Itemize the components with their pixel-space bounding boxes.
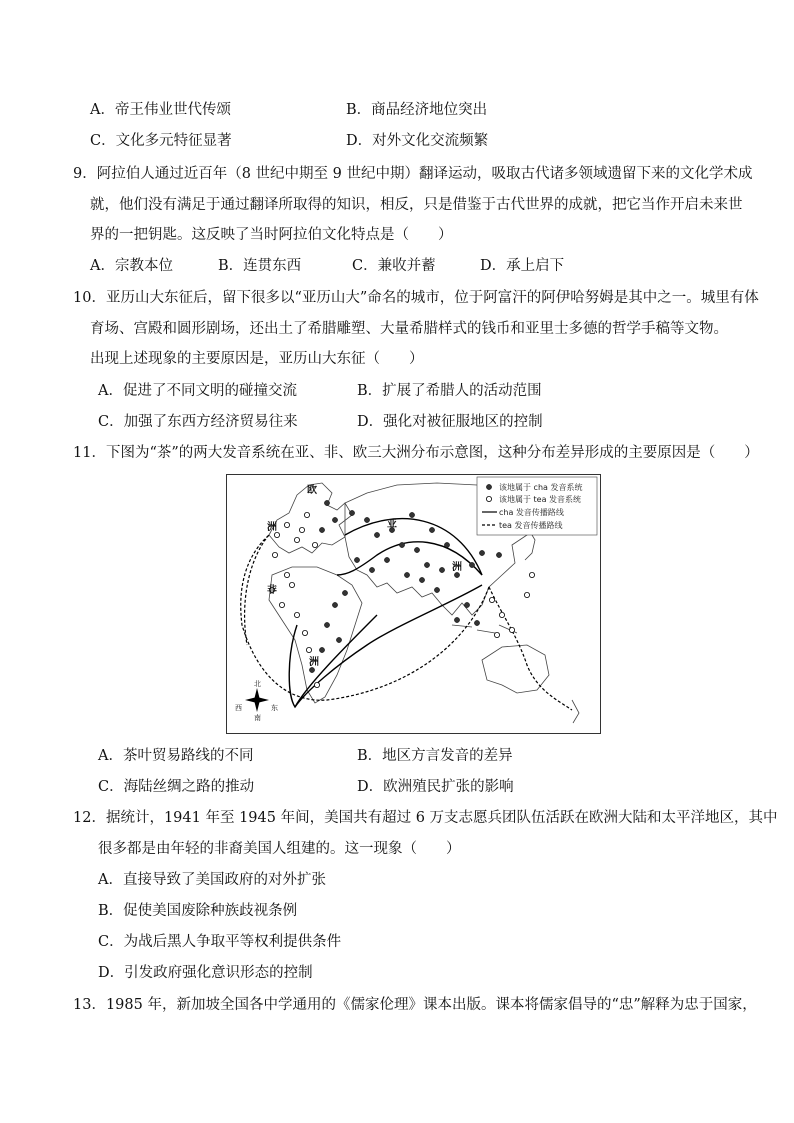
legend-cha-route: cha 发音传播路线 [499, 508, 564, 517]
legend-tea-dot: 该地属于 tea 发音系统 [499, 495, 582, 504]
compass-north: 北 [254, 680, 261, 688]
compass-icon [245, 688, 269, 712]
q9-stem-line-3: 界的一把钥匙。这反映了当时阿拉伯文化特点是（ ） [90, 227, 453, 243]
q9-stem-line-2: 就，他们没有满足于通过翻译所取得的知识，相反，只是借鉴于古代世界的成就，把它当作开启未来世 [90, 197, 743, 213]
compass-south: 南 [254, 714, 261, 722]
label-europe-2: 洲 [267, 522, 277, 533]
q10-stem-line-2: 育场、宫殿和圆形剧场，还出土了希腊雕塑、大量希腊样式的钱币和亚里士多德的哲学手稿等文物。 [90, 321, 728, 337]
q12-option-b: B．促使美国废除种族歧视条例 [98, 903, 298, 919]
q11-option-d: D．欧洲殖民扩张的影响 [357, 779, 514, 795]
q10-stem-line-3: 出现上述现象的主要原因是，亚历山大东征（ ） [90, 351, 424, 367]
q13-stem: 13．1985 年，新加坡全国各中学通用的《儒家伦理》课本出版。课本将儒家倡导的“忠”解释为忠于国家， [73, 997, 757, 1013]
q10-option-c: C．加强了东西方经济贸易往来 [98, 414, 298, 430]
q11-stem: 11．下图为“茶”的两大发音系统在亚、非、欧三大洲分布示意图，这种分布差异形成的主要原因是（ ） [73, 445, 759, 461]
legend-cha-dot: 该地属于 cha 发音系统 [499, 483, 583, 492]
q8-option-b: B．商品经济地位突出 [346, 102, 488, 118]
q8-option-c: C．文化多元特征显著 [90, 133, 232, 149]
label-africa-1: 非 [267, 585, 277, 596]
tea-route-sea [489, 587, 572, 710]
tea-pronunciation-map [226, 474, 601, 734]
compass-west: 西 [235, 704, 242, 712]
cha-route-sea [289, 585, 482, 707]
q9-option-b: B．连贯东西 [218, 258, 302, 274]
q9-option-d: D．承上启下 [480, 258, 565, 274]
q8-option-d: D．对外文化交流频繁 [346, 133, 489, 149]
q12-stem-line-1: 12．据统计，1941 年至 1945 年间，美国共有超过 6 万支志愿兵团队伍活跃在欧洲大陆和太平洋地区，其中 [73, 810, 778, 826]
legend-tea-route: tea 发音传播路线 [499, 521, 563, 530]
q11-option-a: A．茶叶贸易路线的不同 [98, 748, 254, 764]
q10-option-a: A．促进了不同文明的碰撞交流 [98, 383, 297, 399]
q8-option-a: A．帝王伟业世代传颂 [90, 102, 231, 118]
label-asia-2: 洲 [452, 562, 462, 573]
label-asia-1: 亚 [387, 519, 397, 530]
label-africa-2: 洲 [309, 657, 319, 668]
q9-option-c: C．兼收并蓄 [352, 258, 436, 274]
q12-option-d: D．引发政府强化意识形态的控制 [98, 965, 313, 981]
q12-stem-line-2: 很多都是由年轻的非裔美国人组建的。这一现象（ ） [98, 841, 461, 857]
tea-route-europe [245, 535, 269, 645]
q10-option-b: B．扩展了希腊人的活动范围 [357, 383, 542, 399]
q9-option-a: A．宗教本位 [90, 258, 173, 274]
q12-option-c: C．为战后黑人争取平等权利提供条件 [98, 934, 342, 950]
nz-outline [572, 700, 579, 723]
compass-east: 东 [271, 704, 278, 712]
q9-stem-line-1: 9．阿拉伯人通过近百年（8 世纪中期至 9 世纪中期）翻译运动，吸取古代诸多领域遗留下来的文化学术成 [73, 166, 753, 182]
q11-option-c: C．海陆丝绸之路的推动 [98, 779, 255, 795]
label-europe-1: 欧 [307, 485, 317, 496]
q11-option-b: B．地区方言发音的差异 [357, 748, 513, 764]
tea-route-west [241, 535, 489, 700]
q10-stem-line-1: 10．亚历山大东征后，留下很多以“亚历山大”命名的城市，位于阿富汗的阿伊哈努姆是其中之一。城里有体 [73, 290, 759, 306]
q10-option-d: D．强化对被征服地区的控制 [357, 414, 543, 430]
map-svg [227, 475, 600, 733]
australia-outline [482, 645, 549, 693]
q12-option-a: A．直接导致了美国政府的对外扩张 [98, 872, 326, 888]
